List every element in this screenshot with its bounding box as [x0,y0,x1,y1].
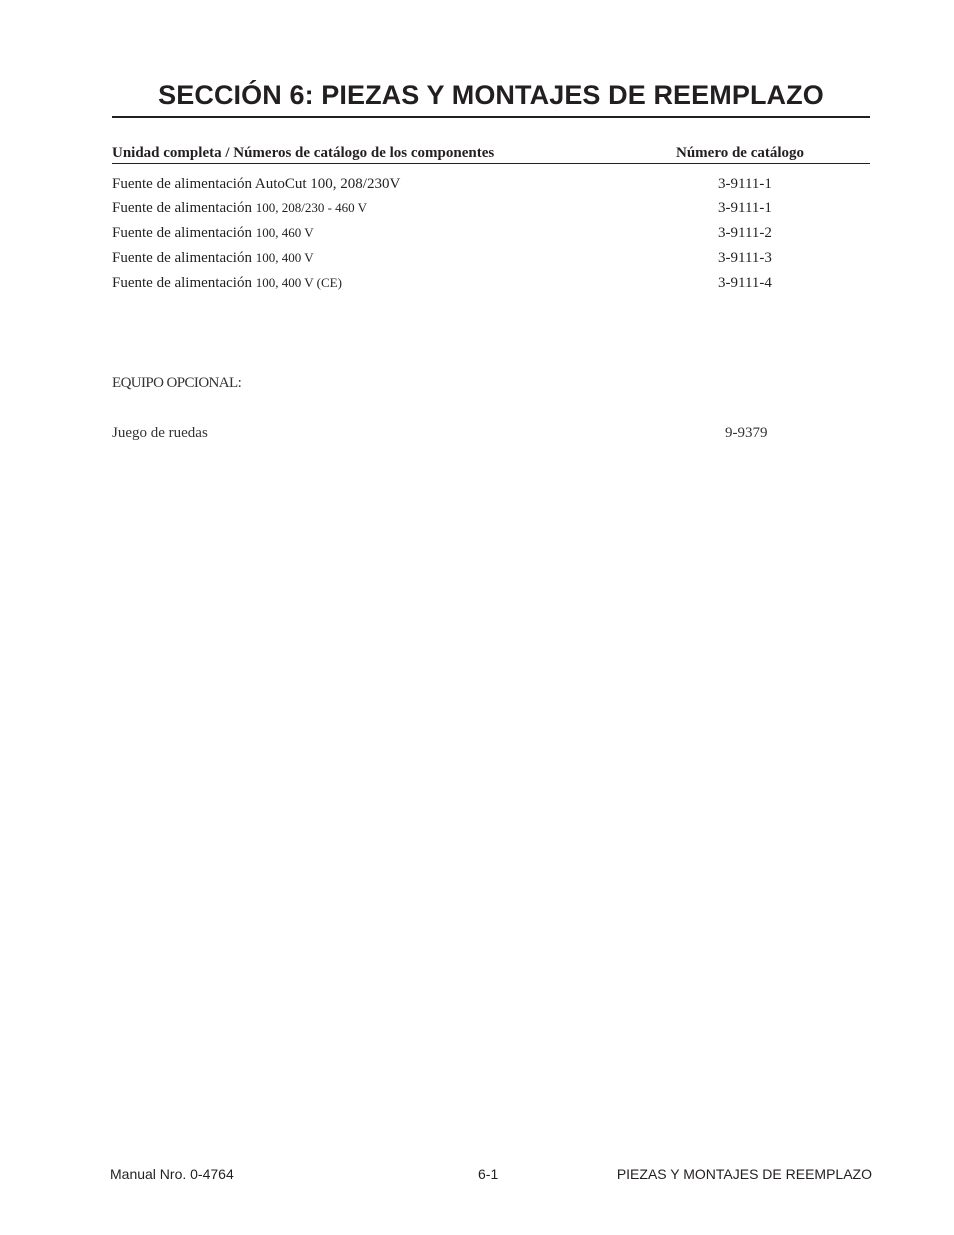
row-description-main: Fuente de alimentación [112,250,256,266]
column-header-description: Unidad completa / Números de catálogo de los componentes [112,145,495,161]
footer-manual-number: Manual Nro. 0-4764 [110,1166,234,1182]
row-catalog-number: 3-9111-1 [718,176,772,192]
row-description-main: Fuente de alimentación AutoCut 100, 208/230V [112,176,401,192]
footer-section-title: PIEZAS Y MONTAJES DE REEMPLAZO [616,1166,872,1182]
page-title: SECCIÓN 6: PIEZAS Y MONTAJES DE REEMPLAZO [158,80,824,110]
row-description [112,275,342,292]
optional-equipment-label: EQUIPO OPCIONAL: [112,375,242,391]
row-catalog-number: 3-9111-3 [718,250,772,266]
optional-item-catalog-number: 9-9379 [725,425,768,441]
row-description-main: Fuente de alimentación [112,275,256,291]
title-divider [112,116,870,118]
table-row [112,176,870,198]
footer-page-number: 6-1 [478,1166,499,1182]
page-footer [110,1166,872,1186]
column-header-catalog-number: Número de catálogo [676,145,805,161]
table-header [112,143,870,165]
header-divider [112,163,870,164]
table-row [112,250,870,272]
row-catalog-number: 3-9111-4 [718,275,772,291]
row-catalog-number: 3-9111-2 [718,225,772,241]
row-description-main: Fuente de alimentación [112,200,256,216]
row-description-detail: 100, 400 V [255,250,314,265]
row-description [112,200,367,217]
row-description-detail: 100, 400 V (CE) [255,275,342,290]
table-row [112,225,870,247]
table-row [112,200,870,222]
row-catalog-number: 3-9111-1 [718,200,772,216]
table-row [112,275,870,297]
row-description-detail: 100, 208/230 - 460 V [255,200,368,215]
row-description-detail: 100, 460 V [255,225,314,240]
optional-item-description: Juego de ruedas [112,425,208,441]
row-description [112,225,314,242]
row-description [112,250,314,267]
row-description-main: Fuente de alimentación [112,225,256,241]
row-description [112,176,400,193]
